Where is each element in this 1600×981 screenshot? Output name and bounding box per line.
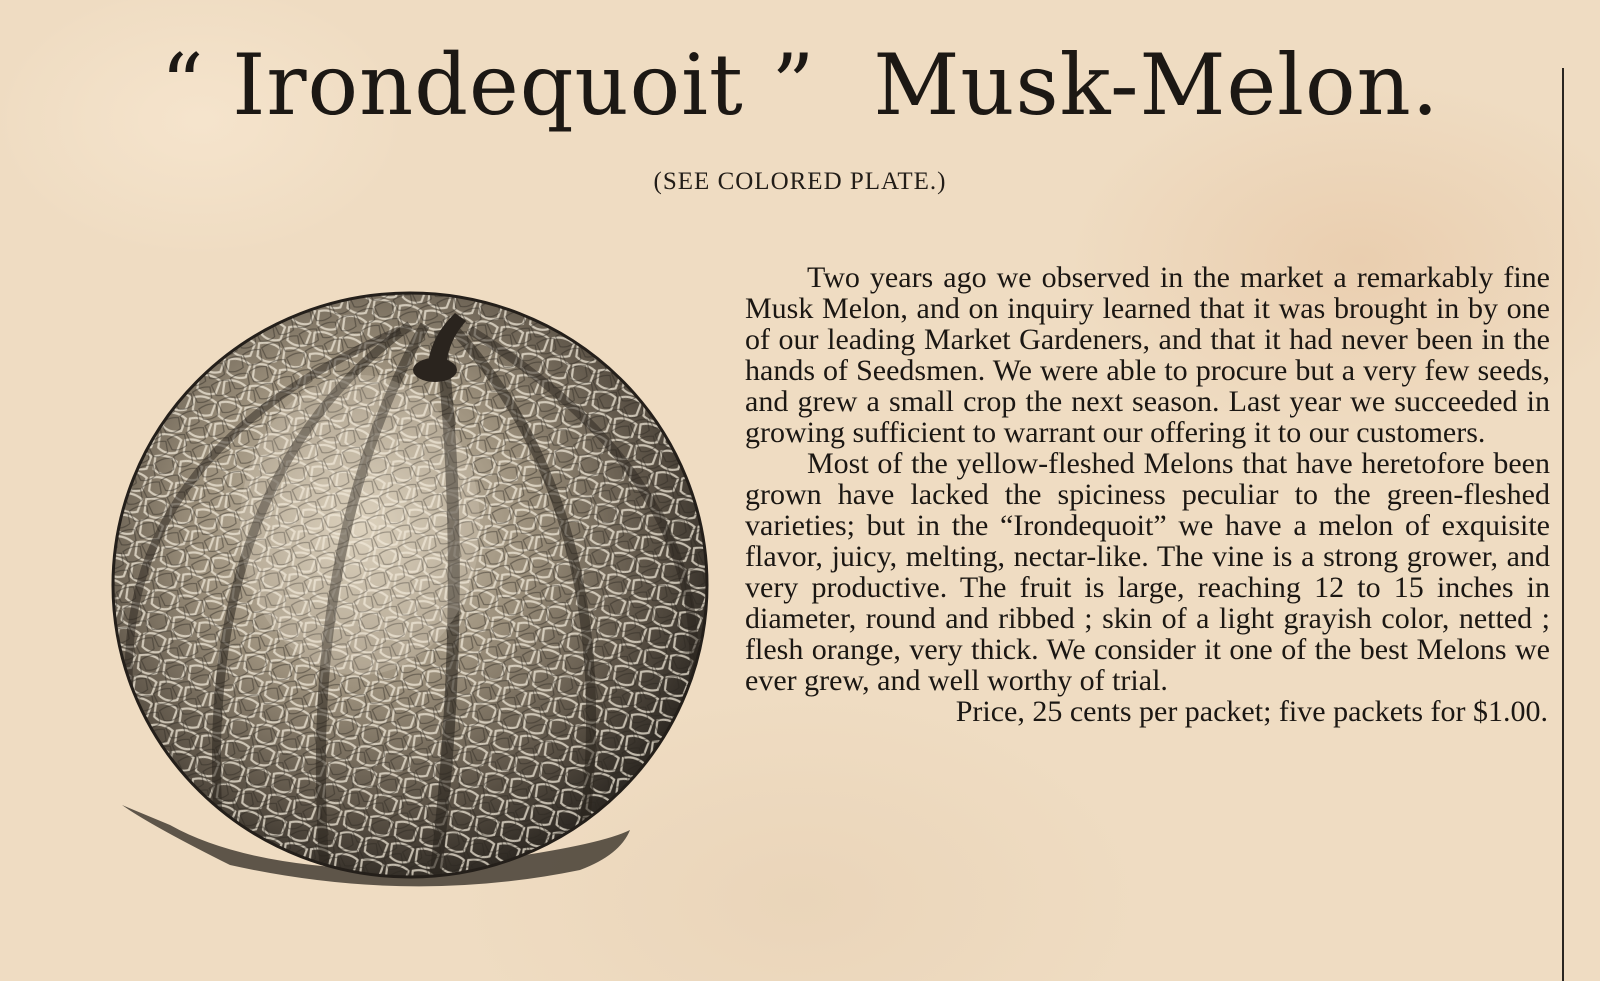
price-line: Price, 25 cents per packet; five packets for $1.00.: [955, 695, 1548, 728]
variety-kind: Musk-Melon.: [873, 36, 1440, 134]
description-text: [745, 262, 1550, 727]
paragraph-details: Most of the yellow-fleshed Melons that have heretofore been grown have lacked the spiciness peculiar to the green-fleshed varieties; but in the “Irondequoit” we have a melon of exquisite flavor, juicy, melting, nectar-like. The vine is a strong grower, and very productive. The fruit is large, reaching 12 to 15 inches in diameter, round and ribbed ; skin of a light grayish color, netted ; flesh orange, very thick. We consider it one of the best Melons we ever grew, and well worthy of trial.: [745, 447, 1550, 697]
subtitle-text: (SEE COLORED PLATE.): [653, 168, 947, 195]
musk-melon-icon: [110, 285, 730, 905]
page-title: [0, 30, 1600, 140]
subtitle: [0, 168, 1600, 196]
column-rule: [1562, 68, 1564, 981]
variety-name: “ Irondequoit ”: [160, 36, 816, 134]
paragraph-intro: Two years ago we observed in the market a remarkably fine Musk Melon, and on inquiry learned that it was brought in by one of our leading Market Gardeners, and that it had never been in the hands of Seedsmen. We were able to procure but a very few seeds, and grew a small crop the next season. Last year we succeeded in growing sufficient to warrant our offering it to our customers.: [745, 261, 1550, 449]
